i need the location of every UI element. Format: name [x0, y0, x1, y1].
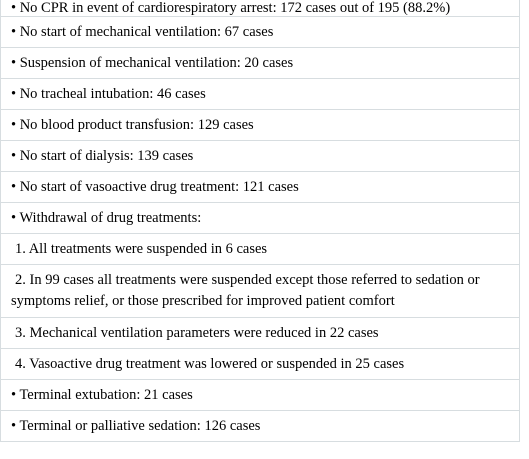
table-row — [1, 234, 520, 265]
list-item-palliative-sedation: • Terminal or palliative sedation: 126 cases — [1, 411, 520, 442]
table-row — [1, 411, 520, 442]
table-row — [1, 48, 520, 79]
list-item-suspension-ventilation: • Suspension of mechanical ventilation: 20 cases — [1, 48, 520, 79]
list-item-terminal-extubation: • Terminal extubation: 21 cases — [1, 380, 520, 411]
list-item-no-dialysis: • No start of dialysis: 139 cases — [1, 141, 520, 172]
table-row — [1, 79, 520, 110]
list-item-withdrawal-drug-treatments: • Withdrawal of drug treatments: — [1, 203, 520, 234]
table-row — [1, 380, 520, 411]
table-row — [1, 203, 520, 234]
table-row — [1, 17, 520, 48]
table-row — [1, 141, 520, 172]
list-item-no-transfusion: • No blood product transfusion: 129 cases — [1, 110, 520, 141]
table-row — [1, 110, 520, 141]
list-subitem-vasoactive-lowered: 4. Vasoactive drug treatment was lowered or suspended in 25 cases — [1, 349, 520, 380]
list-subitem-all-except-sedation: 2. In 99 cases all treatments were suspended except those referred to sedation or symptoms relief, or those prescribed for improved patient comfort — [1, 265, 520, 318]
table-row — [1, 265, 520, 318]
table-row — [1, 318, 520, 349]
list-item-no-cpr: • No CPR in event of cardiorespiratory arrest: 172 cases out of 195 (88.2%) — [1, 0, 520, 17]
list-subitem-ventilation-reduced: 3. Mechanical ventilation parameters were reduced in 22 cases — [1, 318, 520, 349]
table-row — [1, 0, 520, 17]
list-item-no-vasoactive: • No start of vasoactive drug treatment: 121 cases — [1, 172, 520, 203]
table-row — [1, 349, 520, 380]
list-item-no-intubation: • No tracheal intubation: 46 cases — [1, 79, 520, 110]
list-subitem-all-suspended: 1. All treatments were suspended in 6 cases — [1, 234, 520, 265]
list-item-no-mechanical-ventilation: • No start of mechanical ventilation: 67 cases — [1, 17, 520, 48]
table-row — [1, 172, 520, 203]
